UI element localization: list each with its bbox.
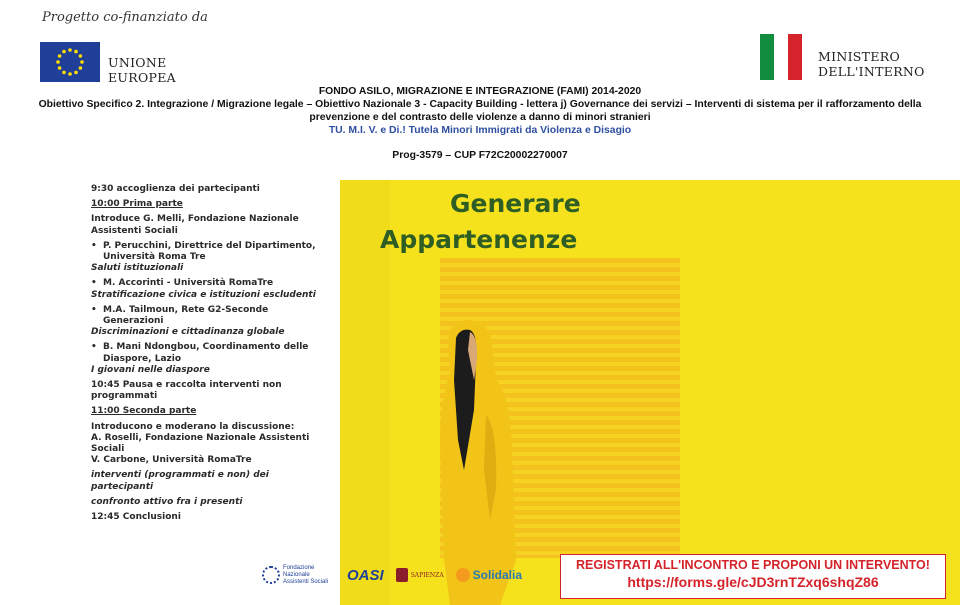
fnas-logo-icon [262, 566, 280, 584]
registration-link[interactable]: https://forms.gle/cJD3rnTZxq6shqZ86 [627, 574, 879, 590]
agenda-moderator2: V. Carbone, Università RomaTre [91, 455, 252, 466]
agenda-welcome: 9:30 accoglienza dei partecipanti [91, 184, 260, 194]
bullet-icon: • [91, 304, 97, 315]
cofinance-label: Progetto co-finanziato da [42, 10, 208, 25]
bullet-icon: • [91, 240, 97, 251]
project-name: TU. M.I. V. e Di.! Tutela Minori Immigrati da Violenza e Disagio [328, 125, 632, 136]
objective-text: Obiettivo Specifico 2. Integrazione / Migrazione legale – Obiettivo Nazionale 3 - Capacity Building - lettera j) Governance dei servizi – Interventi di sistema per il rafforzamento della prevenzione e del contrasto delle violenze a danno di minori stranieri [38, 99, 922, 123]
project-header [0, 85, 960, 162]
agenda-conclusions: 12:45 Conclusioni [91, 512, 181, 523]
fnas-logo [262, 565, 335, 586]
sapienza-logo-text: SAPIENZA [410, 571, 444, 579]
agenda-intro: Introduce G. Melli, Fondazione Nazionale Assistenti Sociali [91, 214, 299, 236]
oasi-logo-text: OASI [347, 566, 384, 584]
event-title-line1: Generare [450, 189, 581, 218]
sapienza-logo [396, 568, 444, 582]
speaker-item [91, 278, 331, 289]
solidalia-logo [456, 568, 522, 582]
agenda-moderator1: A. Roselli, Fondazione Nazionale Assistenti Sociali [91, 432, 310, 455]
ministry-label-line1: MINISTERO [818, 49, 900, 64]
speaker-item [91, 305, 331, 327]
ministry-label-line2: DELL'INTERNO [818, 64, 925, 79]
speaker-name: M. Accorinti - Università RomaTre [103, 278, 274, 289]
speaker-topic: Stratificazione civica e istituzioni escludenti [91, 289, 316, 300]
bullet-icon: • [91, 342, 97, 353]
event-title-line2: Appartenenze [380, 225, 578, 254]
speaker-topic: Discriminazioni e cittadinanza globale [91, 327, 285, 338]
eu-label-line1: UNIONE [108, 55, 167, 70]
fnas-logo-text: Fondazione Nazionale Assistenti Sociali [283, 564, 329, 585]
agenda-part1: 10:00 Prima parte [91, 199, 183, 210]
agenda-moderators-intro: Introducono e moderano la discussione: [91, 421, 295, 432]
event-title [380, 186, 581, 258]
speaker-item [91, 342, 331, 364]
agenda-part2: 11:00 Seconda parte [91, 406, 197, 417]
agenda [91, 184, 331, 523]
speaker-name: P. Perucchini, Direttrice del Dipartimento, Università Roma Tre [103, 240, 316, 263]
solidalia-logo-icon [456, 568, 470, 582]
speaker-item [91, 241, 331, 263]
oasi-logo [347, 567, 384, 584]
eu-flag-icon [40, 42, 100, 82]
speaker-topic: I giovani nelle diaspore [91, 364, 210, 375]
agenda-debate: confronto attivo fra i presenti [91, 496, 243, 507]
agenda-pause: 10:45 Pausa e raccolta interventi non programmati [91, 380, 282, 402]
agenda-interventions: interventi (programmati e non) dei partecipanti [91, 470, 269, 492]
ministry-label [818, 49, 925, 79]
speaker-topic: Saluti istituzionali [91, 263, 184, 274]
italy-flag-icon [760, 34, 802, 80]
fund-title: FONDO ASILO, MIGRAZIONE E INTEGRAZIONE (FAMI) 2014-2020 [318, 86, 642, 97]
sapienza-logo-icon [396, 568, 408, 582]
bullet-icon: • [91, 278, 97, 289]
speaker-name: M.A. Tailmoun, Rete G2-Seconde Generazioni [103, 304, 269, 327]
registration-box[interactable] [560, 554, 946, 599]
solidalia-logo-text: Solidalia [472, 568, 523, 582]
eu-label [108, 55, 176, 85]
partner-logos [262, 555, 547, 595]
eu-label-line2: EUROPEA [108, 70, 176, 85]
registration-text: REGISTRATI ALL'INCONTRO E PROPONI UN INTERVENTO! [576, 558, 930, 572]
project-code: Prog-3579 – CUP F72C20002270007 [392, 150, 568, 161]
speaker-name: B. Mani Ndongbou, Coordinamento delle Diaspore, Lazio [103, 342, 309, 364]
